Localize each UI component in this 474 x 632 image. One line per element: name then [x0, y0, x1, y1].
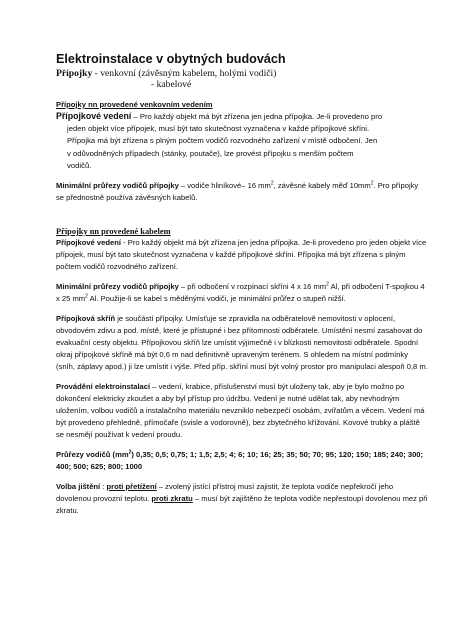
cable-p5-text: ) 0,35; 0,5; 0,75; 1; 1,5; 2,5; 4; 6; 10; 16; 25; 35; 50; 70; 95; 120; 150; 185; 240; 300; 400; 500; 625; 800; 1000: [56, 450, 424, 472]
short-circuit-protection-term: proti zkratu: [151, 494, 193, 504]
document-title: Elektroinstalace v obytných budovách: [56, 52, 286, 66]
cable-p2-label: Minimální průřezy vodičů přípojky: [56, 282, 179, 292]
overload-protection-term: proti přetížení: [106, 482, 157, 492]
cable-p6-text-3: – musí být zajištěno že teplota vodiče nepřestoupí dovolenou mez při zkratu.: [56, 494, 428, 516]
conductor-sizes-paragraph: [56, 449, 428, 473]
cable-p2-text-b: Al, při odbočení T-spojkou 4 x 25 mm: [56, 282, 425, 304]
section-heading-cable: Přípojky nn provedené kabelem: [56, 227, 171, 237]
overhead-min-text-b: , závěsné kabely měď 10mm: [273, 181, 371, 191]
cable-p2-text-c: Al. Použije-li se kabel s měděnými vodiči, je minimální průřez o stupeň nižší.: [87, 294, 346, 304]
cable-min-cross-section: [56, 281, 428, 305]
overhead-para-line: vodičů.: [67, 160, 92, 170]
cable-p5-sup: 2: [128, 449, 132, 456]
cable-p5-label: Průřezy vodičů (mm: [56, 450, 129, 460]
overhead-min-sup-b: 2: [370, 180, 374, 187]
overhead-para-first-line: [56, 110, 428, 123]
cable-p6-sep: :: [100, 482, 107, 492]
cable-connection-paragraph: [56, 237, 428, 273]
cable-p3-text: je součástí přípojky. Umísťuje se zpravidla na odběratelově nemovitosti v oplocení, obvodovém zdivu a pod. místě, které je přístupné i bez přítomnosti odběratele. Umístění nesmí zasahovat do evakuační cesty objektu. Přípojkovou skříň lze umístit výjimečně i v blízkosti nemovitosti odběratele. Spodní okraj přípojkové skříně má být 0,6 m nad definitivně upraveným terénem. S ohledem na místní podmínky (sníh, záplavy apod.) ji lze umístit i výše. Před příp. skříní musí být volný prostor pro manipulaci alespoň 0,8 m.: [56, 314, 428, 372]
connection-box-paragraph: [56, 313, 428, 373]
section-heading-overhead: Přípojky nn provedené venkovním vedením: [56, 100, 213, 109]
overhead-connection-paragraph: [56, 110, 428, 172]
subtitle-line-1: [56, 68, 428, 79]
overhead-min-label: Minimální průřezy vodičů přípojky: [56, 181, 179, 191]
installation-paragraph: [56, 381, 428, 441]
overhead-min-text-c: . Pro přípojky se přednostně používá závěsných kabelů.: [56, 181, 419, 203]
overhead-para-line: v odůvodněných případech (stánky, poutače), lze provést přípojku s menším počtem: [67, 148, 354, 158]
cable-p4-label: Provádění elektroinstalací: [56, 382, 151, 392]
subtitle-line-2: - kabelové: [151, 79, 192, 90]
subtitle-text-1: - venkovní (závěsným kabelem, holými vodiči): [92, 68, 277, 79]
overhead-para-line-1: – Pro každý objekt má být zřízena jen jedna přípojka. Je-li provedeno pro: [131, 112, 383, 121]
cable-p4-text: – vedení, krabice, příslušenství musí být uloženy tak, aby je bylo možno po dokončení elektricky zkoušet a aby byl přístup pro údržbu. Vedení je nutné udělat tak, aby nevhodným uložením, volbou vodičů a instalačního materiálu nevzniklo nebezpečí osobám, zvířatům a věcem. Vedení má být provedeno přehledně, přímočaře (svisle a vodorovně), bez zbytečného křížování. Kovové trubky a pláště se nesmějí používat k vedení proudu.: [56, 382, 425, 440]
cable-p1-label: Přípojkové vedení: [56, 238, 121, 248]
overhead-para-line: jeden objekt více přípojek, musí být tato skutečnost vyznačena v každé přípojkové skříni.: [67, 124, 370, 134]
cable-p6-label: Volba jištění: [56, 482, 101, 492]
subtitle-bold: Přípojky: [56, 68, 93, 79]
cable-p2-text-a: – při odbočení v rozpínací skříni 4 x 16 mm: [178, 282, 327, 292]
protection-paragraph: [56, 481, 428, 517]
cable-p3-label: Přípojková skříň: [56, 314, 116, 324]
cable-p1-text: - Pro každý objekt má být zřízena jen jedna přípojka. Je-li provedeno pro jeden objekt více přípojek, musí být tato skutečnost vyznačena v každé přípojkové skříni. Přípojka má být zřízena s plným počtem vodičů rozvodného zařízení.: [56, 238, 427, 272]
overhead-min-sup-a: 2: [270, 180, 274, 187]
overhead-para-line: Přípojka má být zřízena s plným počtem vodičů rozvodného zařízení v místě odbočení. Jen: [67, 136, 378, 146]
overhead-min-text-a: – vodiče hliníkové– 16 mm: [178, 181, 271, 191]
cable-p6-text-2: – zvolený jistící přístroj musí zajistit, že teplota vodiče nepřekročí jeho dovolenou provozní teplotu.: [56, 482, 394, 504]
cable-p2-sup-b: 2: [85, 293, 88, 300]
overhead-min-cross-section: [56, 180, 428, 204]
overhead-para-lead: Přípojkové vedení: [56, 111, 132, 121]
cable-p2-sup-a: 2: [326, 281, 329, 288]
